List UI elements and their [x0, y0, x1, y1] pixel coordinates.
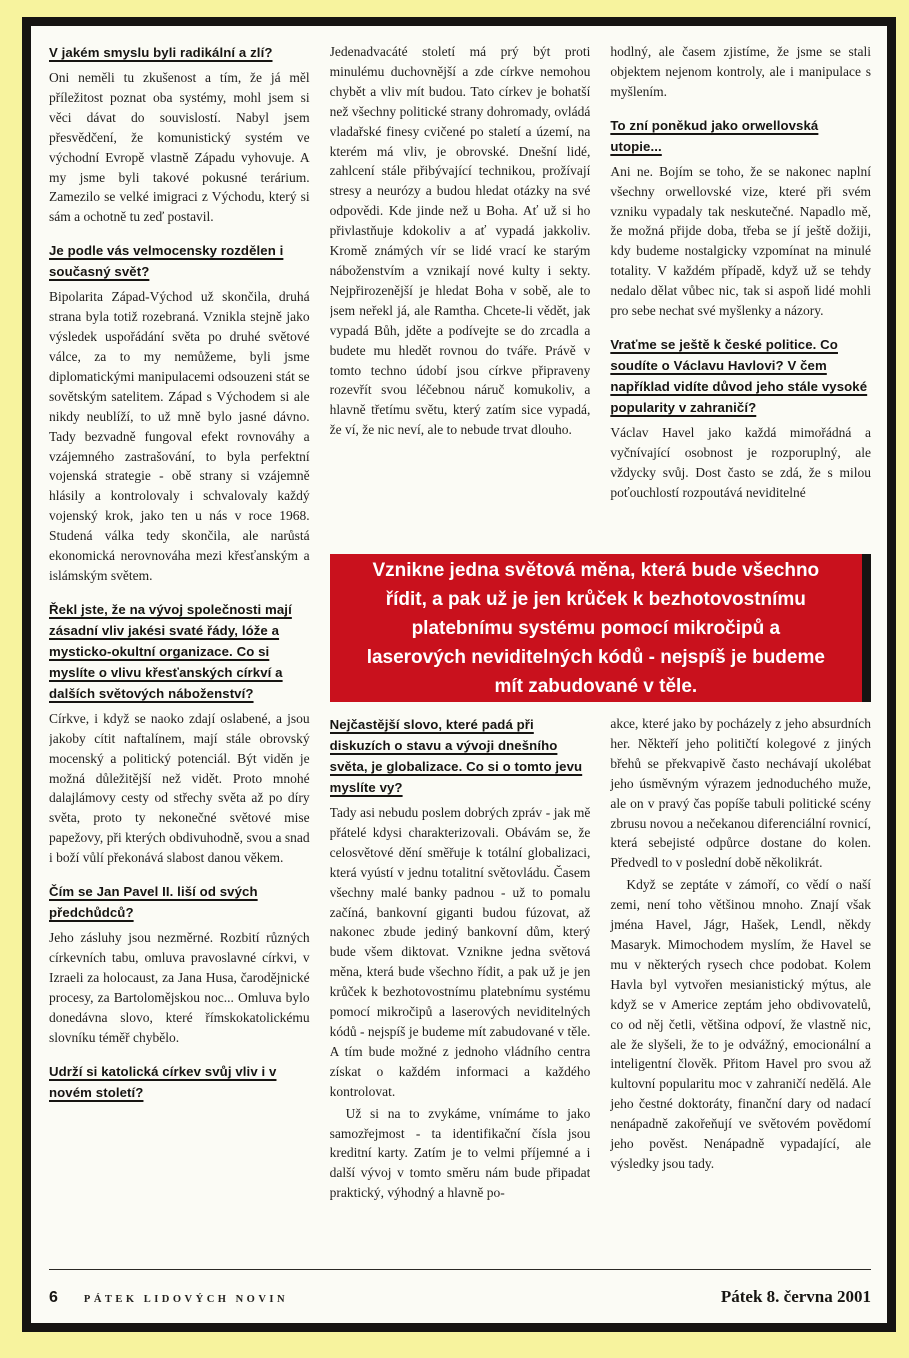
article-columns	[49, 42, 871, 1257]
footer	[49, 1269, 871, 1311]
question-heading: Vraťme se ještě k české politice. Co soudíte o Václavu Havlovi? V čem například vidíte důvod jeho stále vysoké popularity v zahraničí?	[610, 336, 868, 415]
pull-quote-cell	[330, 554, 871, 702]
magazine-page	[22, 17, 896, 1332]
answer-paragraph: Václav Havel jako každá mimořádná a vyčnívající osobnost je rozporuplný, ale vždycky svůj. Dost často se zdá, že s milou poťouchlostí rozpoutává neviditelné	[610, 424, 871, 500]
answer-paragraph: Když se zeptáte v zámoří, co vědí o naší zemi, není toho většinou mnoho. Znají však jména Havel, Jágr, Hašek, Lendl, někdy Masaryk. Mimochodem myslím, že Havel se mu v některých rysech chce podobat. Kolem Havla byl vytvořen mesianistický mýtus, ale když se v Americe zeptám jeho obdivovatelů, co od něj četli, většina odpoví, že vlastně nic, ale že slyšeli, že to je odvážný, emocionální a inteligentní člověk. Přitom Havel pro svou až kultovní popularitu moc v zahraničí nedělá. Ale jeho čestné doktoráty, finanční dary od nadací nenápadně zakořeňují ve světovém povědomí jeho pověst. Nenápadně vypadající, ale výsledky jsou tady.	[610, 877, 871, 1171]
question-heading: Čím se Jan Pavel II. liší od svých předchůdců?	[49, 884, 258, 921]
pull-quote	[330, 554, 871, 702]
column-2-bottom	[330, 714, 591, 1257]
column-3-top	[610, 42, 871, 542]
column-3-bottom	[610, 714, 871, 1257]
answer-paragraph: Jedenadvacáté století má prý být proti minulému duchovnější a zde církve nemohou chybět a vliv mít budou. Tato církev je bohatší než všechny politické strany dohromady, ovládá vladařské finesy cvičené po staletí a území, na kterém má vliv, je obrovské. Dnešní lidé, zahlcení stále přibývající technikou, prožívají stresy a neurózy a budou hledat otázky na své odpovědi. Kde jinde než u Boha. Ať už si ho přivlastňuje kdokoliv a ať vypadá jakkoliv. Kromě známých vír se lidé vrací ke starým náboženstvím a vznikají nové kulty i sekty. Nejpřirozenější je hledat Boha v sobě, ale to jsem neřekl já, ale Ramtha. Chcete-li vědět, jak vypadá Bůh, jděte a podívejte se do zrcadla a budete mu hledět rovnou do tváře. Právě v tomto techno údobí jsou církve připraveny rozevřít svou léčebnou náruč komukoliv, a hlavně třetímu světu, který zatím sice vypadá, že ví, že nic neví, ale to nebude trvat dlouho.	[329, 44, 591, 438]
answer-paragraph: Už si na to zvykáme, vnímáme to jako samozřejmost - ta identifikační čísla jsou kreditní karty. Zatím je to velmi příjemné a i další vývoj v tomto směru nám bude připadat praktický, výhodný a hlavně po-	[329, 1105, 591, 1201]
column-2-top	[330, 42, 591, 542]
footer-left	[49, 1289, 288, 1307]
issue-date: Pátek 8. června 2001	[720, 1287, 871, 1306]
column-1	[49, 42, 310, 1257]
answer-paragraph: akce, které jako by pocházely z jeho absurdních her. Někteří jeho političtí kolegové z jiných břehů se překvapivě často nechávají ukolébat jeho úsměvným výrazem jednoduchého muže, ale on v pravý čas popíše tabuli politické scény zbrusu novou a nečekanou diferenciální rovnicí, která sebejisté odpůrce dostane do kolen. Předvedl to v poslední době několikrát.	[610, 716, 871, 871]
answer-paragraph: Oni neměli tu zkušenost a tím, že já měl příležitost poznat oba systémy, mohl jsem si věci dávat do souvislostí. Nabyl jsem přesvědčení, že komunistický systém ve východní Evropě vlastně Západu vyhovuje. A my jsme byli takové pokusné terárium. Zamezilo se velké imigraci z Východu, který si sám a ochotně tu zeď postavil.	[49, 70, 310, 225]
answer-paragraph: hodlný, ale časem zjistíme, že jsme se stali objektem nejenom kontroly, ale i manipulace s myšlením.	[610, 44, 871, 99]
answer-paragraph: Jeho zásluhy jsou nezměrné. Rozbití různých církevních tabu, omluva pravoslavné církvi, v Izraeli za holocaust, za Jana Husa, čarodějnické procesy, za Bartolomějskou noc... Omluva bylo donedávna slovo, které římskokatolickému slovníku téměř chybělo.	[49, 930, 310, 1045]
answer-paragraph: Ani ne. Bojím se toho, že se nakonec naplní všechny orwellovské vize, které při svém vzniku vypadaly tak neskutečné. Napadlo mě, že možná přijde doba, třeba se jí ještě dožiji, kdy budeme nostalgicky vzpomínat na minulé totality. V každém případě, když už se tehdy nedalo dělat vůbec nic, tak si aspoň lidé mohli pro sebe nechat své myšlenky a názory.	[610, 163, 871, 319]
answer-paragraph: Církve, i když se naoko zdají oslabené, a jsou jakoby cítit naftalínem, mají stále obrovský mocenský a politický potenciál. Být viděn je možná důležitější než vidět. Proto mnohé dalajlámovy cesty od střechy světa až po díry světa, proto ty nekonečné světové mise papežovy, při kterých obdivuhodně, svou a snad i boží vůlí překonává slabost danou věkem.	[49, 710, 310, 866]
page-number: 6	[49, 1289, 58, 1306]
publication-name: PÁTEK LIDOVÝCH NOVIN	[83, 1294, 289, 1305]
answer-paragraph: Bipolarita Západ-Východ už skončila, druhá strana byla totiž rozebraná. Vznikla stejně jako výsledek uspořádání světa po druhé světové válce, za to my nemůžeme, byli jsme diplomatickými manipulacemi odsouzeni stát se sovětským satelitem. Západ s Východem si ale nikdy neublíží, to už mně bylo jasné dávno. Tady bezvadně fungoval efekt rovnováhy a vzájemného zastrašování, to byla perfektní vojenská strategie - obě strany si vzájemně hlásily a kontrolovaly i schvalovaly každý vojenský krok, jako ten u nás v roce 1968. Studená válka tedy skončila, ale narůstá ekonomická nerovnováha mezi křesťanským a islámským světem.	[49, 289, 310, 583]
question-heading: V jakém smyslu byli radikální a zlí?	[49, 45, 273, 60]
question-heading: Udrží si katolická církev svůj vliv i v novém století?	[49, 1063, 277, 1100]
pull-quote-text: Vznikne jedna světová měna, která bude všechno řídit, a pak už je jen krůček k bezhotovostnímu platebnímu systému pomocí mikročipů a laserových neviditelných kódů - nejspíš je budeme mít zabudované v těle.	[366, 559, 825, 697]
question-heading: Řekl jste, že na vývoj společnosti mají zásadní vliv jakési svaté řády, lóže a mysticko-okultní organizace. Co si myslíte o vlivu křesťanských církví a dalších světových náboženství?	[49, 601, 292, 701]
question-heading: To zní poněkud jako orwellovská utopie...	[610, 117, 819, 154]
answer-paragraph: Tady asi nebudu poslem dobrých zpráv - jak mě přátelé kdysi charakterizovali. Obávám se, že celosvětové dění směřuje k totální globalizaci, která vyústí v jednu totalitní světovládu. Časem všechny malé banky padnou - už to pomalu začíná, bankovní giganti budou fúzovat, až nakonec zbude jediný bankovní dům, který bude všem diktovat. Vznikne jedna světová měna, která bude všechno řídit, a pak už je jen krůček k bezhotovostnímu platebnímu systému pomocí mikročipů a laserových neviditelných kódů - nejspíš je budeme mít zabudované v těle. A tím bude možné z jednoho vládního centra získat o každém informaci a každého kontrolovat.	[329, 805, 591, 1099]
question-heading: Nejčastější slovo, které padá při diskuzích o stavu a vývoji dnešního světa, je globalizace. Co si o tomto jevu myslíte vy?	[329, 717, 583, 795]
question-heading: Je podle vás velmocensky rozdělen i současný svět?	[49, 243, 284, 280]
